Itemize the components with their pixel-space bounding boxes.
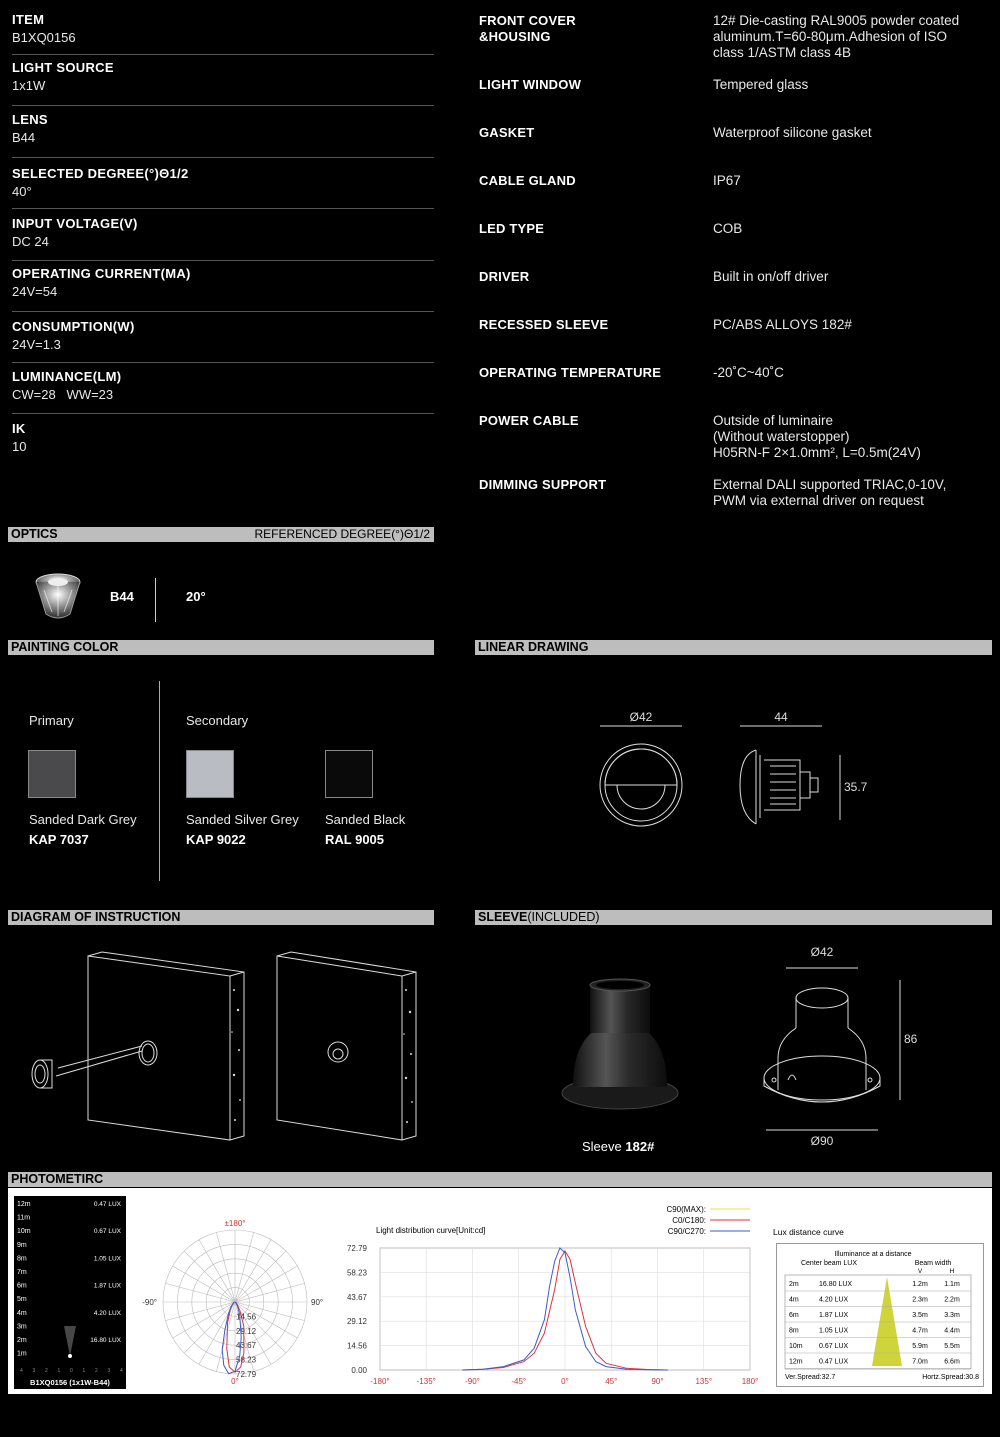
lux-curve-lux: 0.47 LUX [819,1358,849,1366]
polar-left-label: -90° [142,1298,157,1307]
photometric-title: PHOTOMETIRC [11,1172,104,1186]
lux-curve-h: 4.4m [944,1327,960,1335]
lux-row-label: 7m [17,1269,27,1276]
spec-label: GASKET [479,125,535,140]
lux-curve-col-beam: Beam width [914,1260,952,1267]
lux-curve-lux: 1.87 LUX [819,1312,849,1319]
chart-ytick: 58.23 [346,1268,367,1278]
instruction-title: DIAGRAM OF INSTRUCTION [11,910,181,924]
lux-beam [64,1326,76,1356]
spec-value: B1XQ0156 [12,30,76,45]
lux-curve-v: 5.9m [912,1343,928,1350]
chart-ytick: 29.12 [346,1317,367,1327]
swatch-code: KAP 7037 [29,832,89,847]
spec-label: INPUT VOLTAGE(V) [12,216,138,231]
sleeve-band [475,910,992,925]
spec-label: POWER CABLE [479,413,579,428]
chart-ytick: 43.67 [346,1292,367,1302]
lux-panel [14,1196,126,1389]
lux-curve-hor-spread: Hortz.Spread:30.8 [922,1374,979,1381]
optics-degree: 20° [186,589,206,604]
sleeve-bottom-diameter: Ø90 [810,1134,834,1148]
lux-axis-tick: 4 [120,1368,123,1374]
spec-value: Outside of luminaire (Without waterstopper) H05RN-F 2×1.0mm², L=0.5m(24V) [713,413,921,460]
lux-curve-v: 1.2m [912,1281,928,1288]
spec-value: B44 [12,130,36,145]
lux-row-label: 1m [17,1350,27,1358]
spec-value: 24V=54 [12,284,58,299]
spec-label: OPERATING TEMPERATURE [479,365,662,380]
sleeve-top-diameter: Ø42 [810,945,834,959]
spec-value: 10 [12,439,27,454]
lux-curve-v: 7.0m [912,1358,928,1366]
swatch-name: Sanded Dark Grey [29,812,137,827]
lux-curve-distance: 2m [789,1281,799,1288]
chart-legend-label: C0/C180: [672,1216,706,1225]
lux-row-label: 3m [17,1323,27,1331]
spec-value: Tempered glass [713,77,809,92]
chart-xtick: 180° [741,1377,759,1386]
lux-curve-h: 1.1m [944,1281,960,1288]
optics-lens-code: B44 [110,589,134,604]
lux-curve-panel [776,1243,984,1387]
polar-diagram [135,1210,335,1390]
swatch-black [325,750,373,798]
spec-row-left [12,266,434,312]
spec-row-left [12,216,434,261]
lux-curve-graphic [777,1244,983,1386]
spec-row-left [12,421,434,465]
spec-label: ITEM [12,12,45,27]
instruction-band [8,910,434,925]
lux-value: 0.47 LUX [93,1201,121,1208]
spec-value: -20˚C~40˚C [713,365,784,380]
sleeve-caption [582,1139,654,1154]
polar-grid [163,1230,307,1374]
spec-value: IP67 [713,173,741,188]
swatch-name: Sanded Black [325,812,406,827]
lux-row-label: 9m [17,1241,27,1249]
optics-divider [155,578,156,622]
lux-axis-tick: 1 [82,1368,86,1374]
chart-xtick: -90° [465,1377,480,1386]
lux-curve-lux: 16.80 LUX [819,1281,853,1288]
spec-value: 40° [12,184,32,199]
lux-axis-tick: 3 [32,1368,36,1374]
lux-value: 1.87 LUX [93,1282,121,1290]
polar-ring-label: 29.12 [236,1326,257,1336]
optics-reference-label: REFERENCED DEGREE(°)Θ1/2 [254,527,430,541]
sleeve-photo [555,975,685,1115]
chart-xtick: 135° [695,1377,713,1386]
lux-curve-distance: 8m [789,1327,799,1335]
lux-axis-tick: 3 [107,1368,111,1374]
swatch-name: Sanded Silver Grey [186,812,299,827]
lux-curve-cone [872,1277,902,1366]
polar-bottom-label: 0° [231,1377,239,1386]
spec-row-left [12,12,434,55]
lux-curve-col-center: Center beam LUX [800,1260,858,1267]
sleeve-height: 86 [904,1032,918,1046]
lux-curve-h: 3.3m [944,1312,960,1319]
lens-image [30,570,86,622]
lux-curve-distance: 12m [789,1358,803,1366]
lux-curve-lux: 0.67 LUX [819,1343,849,1350]
sleeve-drawing [760,940,930,1155]
lux-row-label: 8m [17,1255,27,1263]
chart-xtick: 0° [561,1377,569,1386]
sleeve-caption-text: Sleeve [582,1139,626,1154]
polar-ring-label: 72.79 [236,1370,257,1379]
secondary-label: Secondary [186,713,249,728]
sleeve-caption-code: 182# [625,1139,655,1154]
spec-row-left [12,369,434,414]
sleeve-title: SLEEVE [478,910,528,924]
primary-label: Primary [29,713,74,728]
lux-value: 16.80 LUX [90,1337,121,1344]
chart-xtick: 45° [605,1377,618,1386]
lux-axis-tick: 4 [20,1368,23,1374]
spec-label: LUMINANCE(LM) [12,369,122,384]
chart-legend-label: C90(MAX): [666,1205,706,1214]
spec-value: Built in on/off driver [713,269,829,284]
linear-height-label: 35.7 [844,780,868,794]
chart-xtick: -180° [370,1377,390,1386]
swatch-code: RAL 9005 [325,832,385,847]
lux-curve-col-h: H [949,1268,955,1275]
spec-label: LED TYPE [479,221,545,236]
spec-value: 24V=1.3 [12,337,61,352]
lux-curve-lux: 4.20 LUX [819,1296,849,1304]
spec-row-left [12,60,434,106]
swatch-silver-grey [186,750,234,798]
lux-row-label: 5m [17,1296,27,1304]
chart-ytick: 72.79 [346,1244,367,1253]
painting-color-band [8,640,434,655]
lux-curve-v: 4.7m [912,1327,928,1335]
chart-grid [380,1248,750,1370]
swatch-code: KAP 9022 [186,832,246,847]
lux-curve-h: 6.6m [944,1358,960,1366]
polar-top-label: ±180° [224,1219,246,1228]
lux-curve-title: Lux distance curve [773,1227,844,1237]
spec-value: Waterproof silicone gasket [713,125,872,140]
lux-value: 0.67 LUX [93,1228,121,1236]
spec-label: DRIVER [479,269,530,284]
linear-depth-label: 44 [774,710,788,724]
spec-label: CONSUMPTION(W) [12,319,135,334]
optics-band [8,527,434,542]
spec-label: LIGHT WINDOW [479,77,582,92]
photometric-band [8,1172,992,1187]
spec-value: CW=28 WW=23 [12,387,114,402]
spec-value: External DALI supported TRIAC,0-10V, PWM via external driver on request [713,477,947,508]
lux-curve-header: Illuminance at a distance [834,1251,912,1258]
lux-curve-h: 5.5m [944,1343,960,1350]
light-distribution-chart [340,1196,760,1390]
instruction-diagram [20,950,440,1150]
spec-label: LIGHT SOURCE [12,60,114,75]
linear-drawing [590,700,890,840]
lux-axis-tick: 2 [45,1368,48,1374]
lux-source [68,1354,72,1358]
chart-ytick: 0.00 [351,1366,367,1375]
lux-curve-distance: 10m [789,1343,803,1350]
lux-curve-distance: 6m [789,1312,799,1319]
lux-axis-tick: 2 [95,1368,98,1374]
spec-label: LENS [12,112,48,127]
spec-label: DIMMING SUPPORT [479,477,607,492]
spec-label: CABLE GLAND [479,173,576,188]
spec-label: OPERATING CURRENT(MA) [12,266,191,281]
lux-row-label: 10m [17,1228,31,1236]
swatch-dark-grey [28,750,76,798]
polar-ring-label: 14.56 [236,1312,257,1322]
spec-value: 12# Die-casting RAL9005 powder coated aluminum.T=60-80μm.Adhesion of ISO class 1/ASTM class 4B [713,13,960,60]
spec-value: PC/ABS ALLOYS 182# [713,317,852,332]
chart-title: Light distribution curve[Unit:cd] [376,1226,486,1235]
lux-curve-lux: 1.05 LUX [819,1327,849,1335]
spec-row-left [12,166,434,209]
linear-diameter-label: Ø42 [629,710,653,724]
lux-row-label: 6m [17,1282,27,1290]
painting-divider [159,681,160,881]
lux-axis-tick: 0 [70,1368,73,1374]
lux-curve-v: 2.3m [912,1296,928,1304]
lux-curve-col-v: V [917,1268,923,1275]
lux-axis-tick: 1 [57,1368,61,1374]
painting-color-title: PAINTING COLOR [11,640,119,654]
lux-row-label: 11m [17,1214,31,1222]
chart-ytick: 14.56 [346,1341,367,1351]
lux-value: 4.20 LUX [93,1309,121,1317]
chart-legend-label: C90/C270: [667,1227,706,1236]
spec-value: 1x1W [12,78,46,93]
optics-title: OPTICS [11,527,58,541]
chart-xtick: -135° [416,1377,436,1386]
sleeve-title-suffix: (INCLUDED) [527,910,600,924]
spec-row-left [12,319,434,363]
spec-label: RECESSED SLEEVE [479,317,609,332]
chart-xtick: 90° [651,1377,664,1386]
lux-panel-graphic [14,1196,126,1389]
lux-value: 1.05 LUX [93,1255,121,1263]
lux-panel-caption: B1XQ0156 (1x1W-B44) [30,1378,110,1387]
spec-label: SELECTED DEGREE(°)Θ1/2 [12,166,189,181]
lux-row-label: 2m [17,1337,27,1344]
lux-curve-ver-spread: Ver.Spread:32.7 [785,1374,836,1381]
spec-row-left [12,112,434,158]
linear-drawing-band [475,640,992,655]
spec-value: DC 24 [12,234,49,249]
lux-row-label: 12m [17,1201,31,1208]
lux-curve-h: 2.2m [944,1296,960,1304]
spec-value: COB [713,221,743,236]
spec-label: FRONT COVER &HOUSING [479,13,576,44]
lux-curve-v: 3.5m [912,1312,928,1319]
polar-right-label: 90° [311,1298,324,1307]
spec-label: IK [12,421,26,436]
lux-row-label: 4m [17,1309,27,1317]
polar-ring-label: 43.67 [236,1341,257,1351]
linear-drawing-title: LINEAR DRAWING [478,640,589,654]
chart-xtick: -45° [511,1377,527,1386]
lux-curve-distance: 4m [789,1296,799,1304]
polar-ring-label: 58.23 [236,1355,257,1365]
